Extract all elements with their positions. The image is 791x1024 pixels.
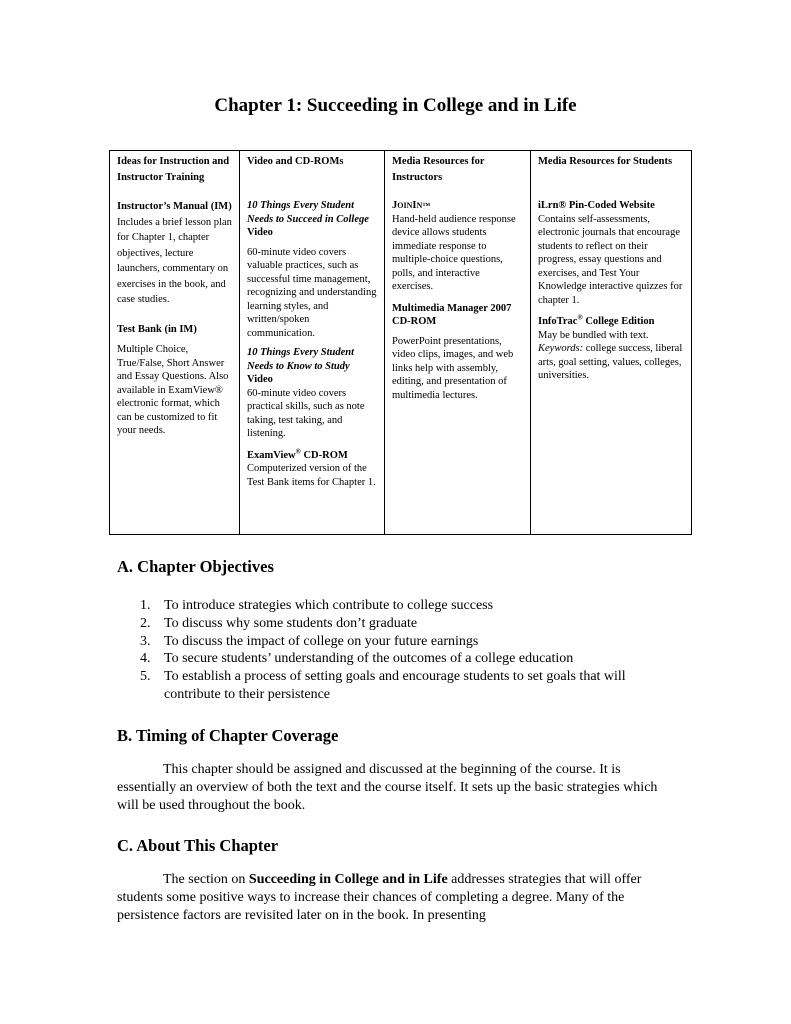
infotrac-body: May be bundled with text. Keywords: college success, liberal arts, goal setting, values, colleges, universities. bbox=[538, 329, 683, 381]
section-b-body: This chapter should be assigned and discussed at the beginning of the course. It is essentially an overview of both the text and the course itself. It sets up the basic strategies which will be used throughout the book. bbox=[117, 762, 658, 813]
section-b-heading: B. Timing of Chapter Coverage bbox=[117, 726, 339, 745]
ilrn-body: Contains self-assessments, electronic journals that encourage students to reflect on their progress, essay questions and exercises, and Test Your Knowledge interactive quizzes for chapter 1. bbox=[538, 213, 683, 306]
column-media-students bbox=[530, 151, 692, 534]
section-a-heading: A. Chapter Objectives bbox=[117, 557, 274, 576]
instructors-manual-title: Instructor’s Manual (IM) bbox=[117, 201, 232, 212]
test-bank-title: Test Bank (in IM) bbox=[117, 323, 197, 335]
list-item: 4. To secure students’ understanding of the outcomes of a college education bbox=[140, 651, 574, 667]
joinin-body: Hand-held audience response device allows students immediate response to multiple-choice questions, polls, and interactive exercises. bbox=[392, 213, 516, 292]
media-resources-table bbox=[109, 150, 692, 535]
examview-body: Computerized version of the Test Bank items for Chapter 1. bbox=[247, 463, 376, 488]
video-1-title: 10 Things Every Student Needs to Succeed in College Video bbox=[247, 200, 369, 238]
list-item: 5. To establish a process of setting goals and encourage students to set goals that will contribute to their persistence bbox=[140, 669, 626, 702]
column-ideas-for-instruction bbox=[110, 151, 239, 534]
column-video-cd-roms bbox=[239, 151, 384, 534]
column-header: Media Resources for Instructors bbox=[392, 156, 485, 183]
column-header: Ideas for Instruction and Instructor Training bbox=[117, 156, 230, 183]
video-2-title: 10 Things Every Student Needs to Know to Study Video bbox=[247, 347, 355, 385]
ilrn-title: iLrn® Pin-Coded Website bbox=[538, 200, 655, 211]
instructors-manual-body: Includes a brief lesson plan for Chapter 1, chapter objectives, lecture launchers, commentary on exercises in the book, and case studies. bbox=[117, 216, 232, 305]
video-1-body: 60-minute video covers valuable practices, such as successful time management, recognizing and understanding learning styles, and written/spoken communication. bbox=[247, 246, 377, 339]
multimedia-manager-title: Multimedia Manager 2007 CD-ROM bbox=[392, 302, 512, 327]
list-item: 3. To discuss the impact of college on your future earnings bbox=[140, 633, 479, 649]
joinin-title: JOININ™ bbox=[392, 200, 431, 211]
infotrac-title: InfoTrac® College Edition bbox=[538, 313, 655, 327]
list-item: 1. To introduce strategies which contribute to college success bbox=[140, 598, 494, 613]
page-title: Chapter 1: Succeeding in College and in Life bbox=[214, 95, 577, 116]
test-bank-body: Multiple Choice, True/False, Short Answer and Essay Questions. Also available in ExamView® electronic format, which can be customized to fit your needs. bbox=[117, 344, 229, 436]
column-header: Video and CD-ROMs bbox=[247, 156, 344, 167]
column-media-instructors bbox=[384, 151, 530, 534]
video-2-body: 60-minute video covers practical skills, such as note taking, test taking, and listening. bbox=[247, 387, 365, 439]
section-c-heading: C. About This Chapter bbox=[117, 836, 279, 855]
objectives-list bbox=[140, 597, 700, 704]
list-item: 2. To discuss why some students don’t graduate bbox=[140, 615, 418, 631]
column-header: Media Resources for Students bbox=[538, 156, 673, 167]
section-c-body: The section on Succeeding in College and in Life addresses strategies that will offer students some positive ways to increase their chances of completing a degree. Many of the persistence factors are revisited later on in the book. In presenting bbox=[117, 872, 642, 923]
examview-title: ExamView® CD-ROM bbox=[247, 447, 348, 461]
multimedia-manager-body: PowerPoint presentations, video clips, images, and web links help with assembly, editing, and presentation of multimedia lectures. bbox=[392, 335, 514, 401]
